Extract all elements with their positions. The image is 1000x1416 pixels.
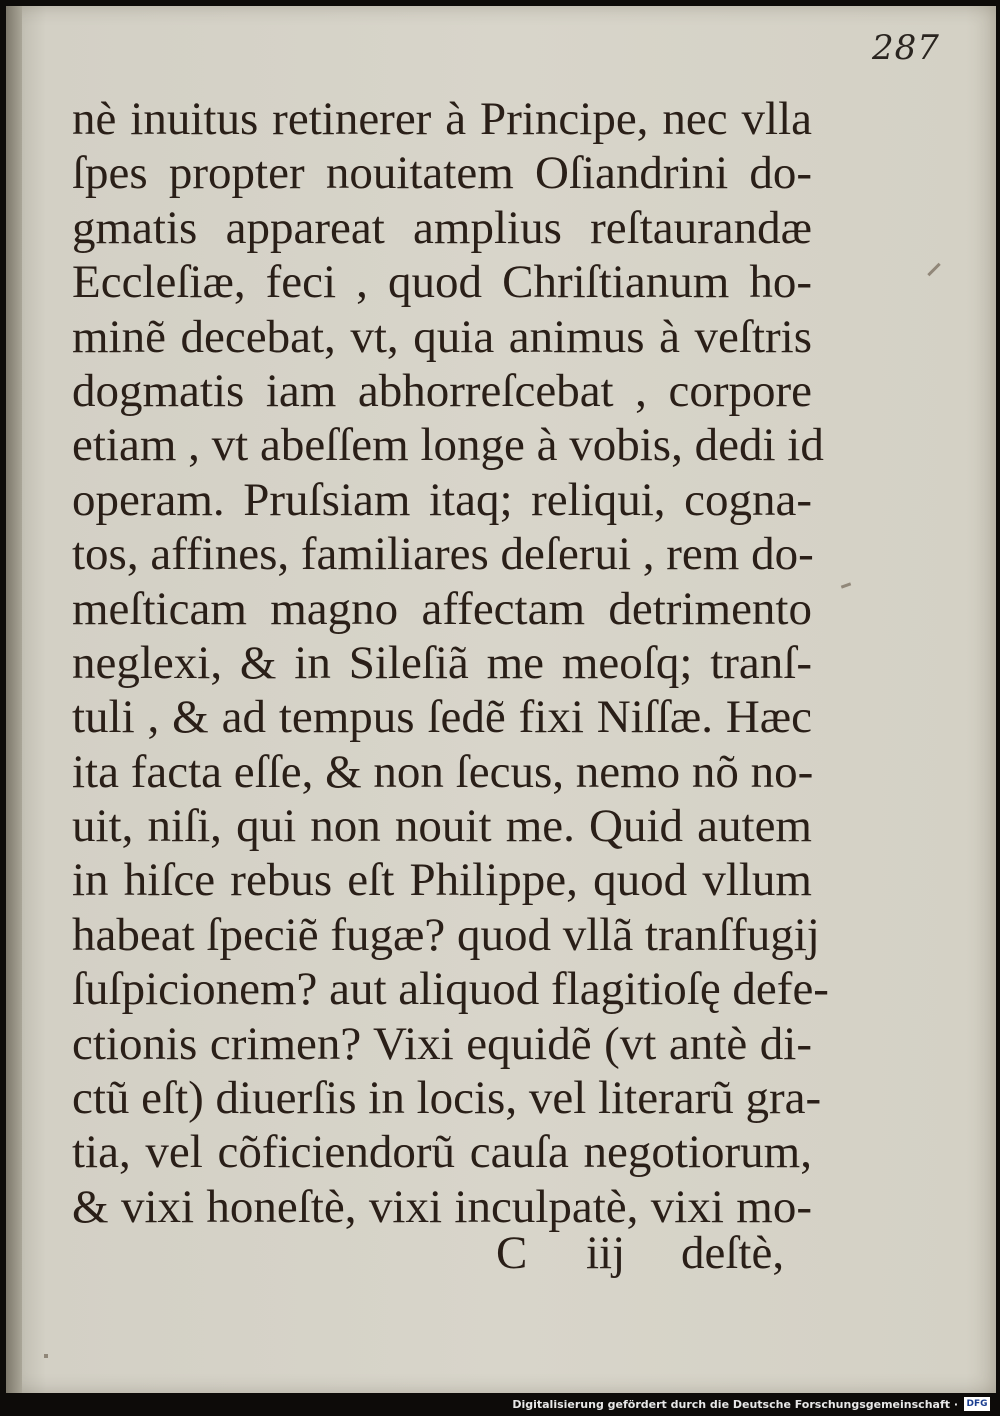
signature-number: iij (586, 1227, 626, 1279)
text-line: & vixi honeſtè, vixi inculpatè, vixi mo- (72, 1180, 812, 1233)
text-line: minẽ decebat, vt, quia animus à veſtris (72, 310, 812, 363)
text-line: uit, niſi, qui non nouit me. Quid autem (72, 800, 812, 853)
text-line: habeat ſpeciẽ fugæ? quod vllã tranſfugij (72, 908, 820, 961)
text-line: Eccleſiæ, feci , quod Chriſtianum ho- (72, 256, 812, 309)
paper-speck (841, 582, 851, 588)
text-line: ctionis crimen? Vixi equidẽ (vt antè di- (72, 1017, 812, 1070)
text-line: operam. Pruſsiam itaq; reliqui, cogna- (72, 473, 812, 526)
dfg-logo: DFG (964, 1397, 990, 1411)
text-line: ctũ eſt) diuerſis in locis, vel literarũ gra- (72, 1072, 822, 1125)
text-line: gmatis appareat amplius reſtaurandæ (72, 201, 812, 254)
body-text (72, 92, 829, 1234)
catchword: deſtè, (681, 1227, 785, 1279)
digitization-credit: Digitalisierung gefördert durch die Deutsche Forschungsgemeinschaft · (512, 1398, 958, 1411)
text-line: etiam , vt abeſſem longe à vobis, dedi id (72, 419, 824, 472)
paper-speck (927, 263, 940, 276)
text-line: ita facta eſſe, & non ſecus, nemo nõ no- (72, 745, 814, 798)
text-line: dogmatis iam abhorreſcebat , corpore (72, 364, 812, 417)
text-line: tia, vel cõficiendorũ cauſa negotiorum, (72, 1126, 812, 1179)
text-line: ſpes propter nouitatem Oſiandrini do- (72, 147, 812, 200)
signature-line (496, 1226, 816, 1280)
text-line: nè inuitus retinerer à Principe, nec vlla (72, 93, 812, 145)
binding-edge (6, 6, 22, 1393)
page-number: 287 (872, 28, 940, 68)
text-line: tuli , & ad tempus ſedẽ fixi Niſſæ. Hæc (72, 691, 812, 744)
text-line: ſuſpicionem? aut aliquod flagitioſę defe- (72, 963, 829, 1016)
text-line: in hiſce rebus eſt Philippe, quod vllum (72, 854, 812, 907)
signature-mark: C (496, 1227, 528, 1279)
text-line: tos, affines, familiares deſerui , rem do- (72, 528, 814, 581)
book-page (6, 6, 996, 1393)
text-line: meſticam magno affectam detrimento (72, 582, 812, 635)
text-line: neglexi, & in Sileſiã me meoſq; tranſ- (72, 636, 812, 689)
paper-speck (44, 1354, 48, 1358)
